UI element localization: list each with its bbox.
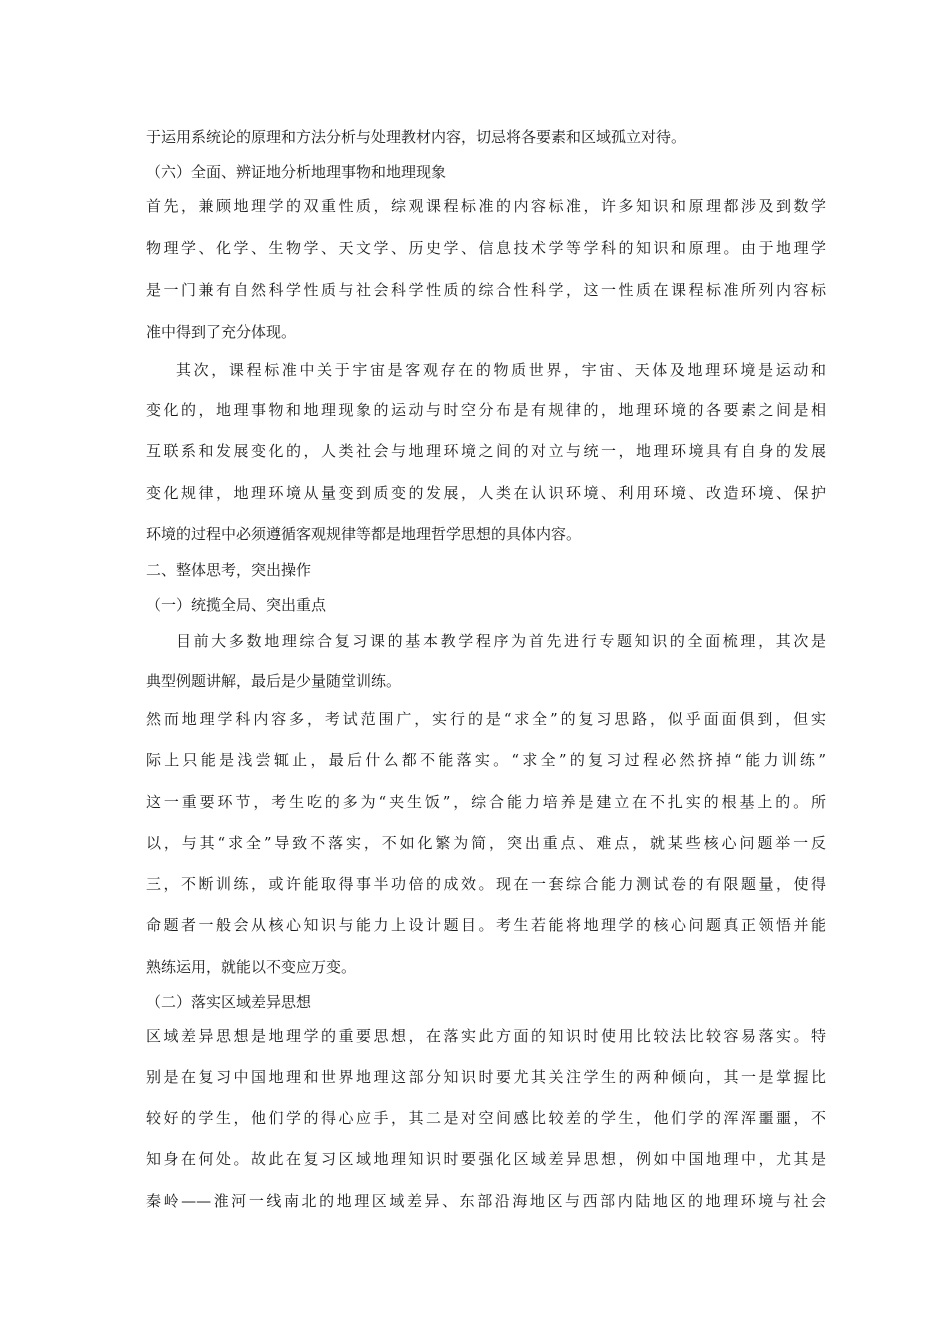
paragraph-line: 命题者一般会从核心知识与能力上设计题目。考生若能将地理学的核心问题真正领悟并能 bbox=[146, 916, 826, 934]
paragraph-line: 目前大多数地理综合复习课的基本教学程序为首先进行专题知识的全面梳理，其次是 bbox=[176, 632, 826, 650]
paragraph-line: 典型例题讲解，最后是少量随堂训练。 bbox=[146, 672, 402, 690]
paragraph-line: 较好的学生，他们学的得心应手，其二是对空间感比较差的学生，他们学的浑浑噩噩，不 bbox=[146, 1109, 826, 1127]
paragraph-line: 知身在何处。故此在复习区域地理知识时要强化区域差异思想，例如中国地理中，尤其是 bbox=[146, 1150, 826, 1168]
paragraph-line: 变化规律，地理环境从量变到质变的发展，人类在认识环境、利用环境、改造环境、保护 bbox=[146, 484, 826, 502]
paragraph-line: 首先，兼顾地理学的双重性质，综观课程标准的内容标准，许多知识和原理都涉及到数学 bbox=[146, 197, 826, 215]
paragraph-line: 于运用系统论的原理和方法分析与处理教材内容，切忌将各要素和区域孤立对待。 bbox=[146, 128, 687, 146]
paragraph-line: 变化的，地理事物和地理现象的运动与时空分布是有规律的，地理环境的各要素之间是相 bbox=[146, 401, 826, 419]
paragraph-line: 这一重要环节，考生吃的多为“夹生饭”，综合能力培养是建立在不扎实的根基上的。所 bbox=[146, 793, 826, 811]
paragraph-line: 区域差异思想是地理学的重要思想，在落实此方面的知识时使用比较法比较容易落实。特 bbox=[146, 1027, 826, 1045]
paragraph-line: 三，不断训练，或许能取得事半功倍的成效。现在一套综合能力测试卷的有限题量，使得 bbox=[146, 875, 826, 893]
paragraph-line: 互联系和发展变化的，人类社会与地理环境之间的对立与统一，地理环境具有自身的发展 bbox=[146, 442, 826, 460]
paragraph-line: 以，与其“求全”导致不落实，不如化繁为简，突出重点、难点，就某些核心问题举一反 bbox=[146, 834, 826, 852]
section-heading: （二）落实区域差异思想 bbox=[146, 993, 312, 1011]
paragraph-line: 准中得到了充分体现。 bbox=[146, 323, 297, 341]
paragraph-line: 物理学、化学、生物学、天文学、历史学、信息技术学等学科的知识和原理。由于地理学 bbox=[146, 239, 826, 257]
paragraph-line: 然而地理学科内容多，考试范围广，实行的是“求全”的复习思路，似乎面面俱到，但实 bbox=[146, 710, 826, 728]
paragraph-line: 是一门兼有自然科学性质与社会科学性质的综合性科学，这一性质在课程标准所列内容标 bbox=[146, 281, 826, 299]
paragraph-line: 际上只能是浅尝辄止，最后什么都不能落实。“求全”的复习过程必然挤掉“能力训练” bbox=[146, 751, 826, 769]
paragraph-line: 环境的过程中必须遵循客观规律等都是地理哲学思想的具体内容。 bbox=[146, 525, 582, 543]
paragraph-line: 其次，课程标准中关于宇宙是客观存在的物质世界，宇宙、天体及地理环境是运动和 bbox=[176, 361, 826, 379]
section-heading: （六）全面、辨证地分析地理事物和地理现象 bbox=[146, 163, 447, 181]
paragraph-line: 别是在复习中国地理和世界地理这部分知识时要尤其关注学生的两种倾向，其一是掌握比 bbox=[146, 1068, 826, 1086]
section-heading: （一）统揽全局、突出重点 bbox=[146, 596, 327, 614]
section-heading: 二、整体思考，突出操作 bbox=[146, 561, 312, 579]
paragraph-line: 熟练运用，就能以不变应万变。 bbox=[146, 958, 357, 976]
paragraph-line: 秦岭——淮河一线南北的地理区域差异、东部沿海地区与西部内陆地区的地理环境与社会 bbox=[146, 1192, 826, 1210]
